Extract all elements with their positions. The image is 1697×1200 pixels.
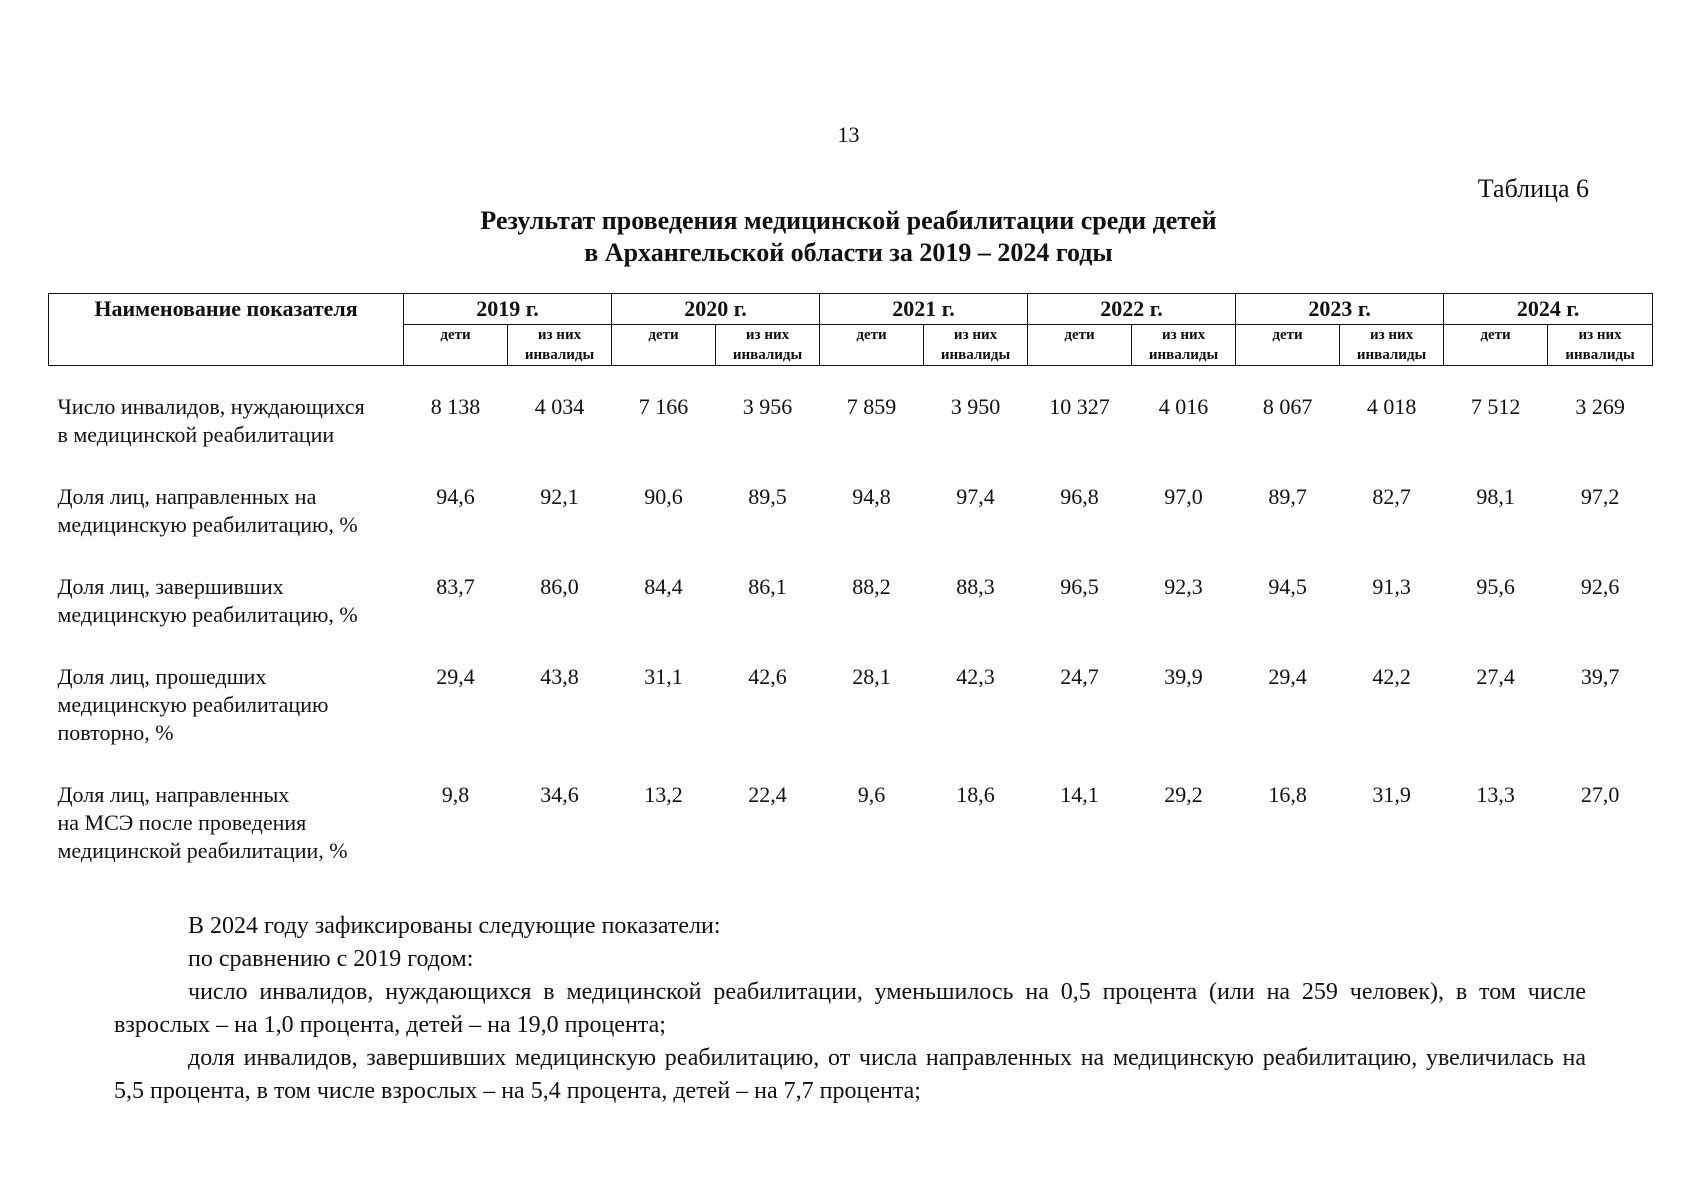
children-value-cell: 88,2	[852, 574, 891, 599]
disabled-value-cell: 97,4	[956, 484, 995, 509]
indicator-label-line: Доля лиц, направленных на	[57, 484, 317, 509]
children-value-cell: 90,6	[644, 484, 683, 509]
children-value-cell: 14,1	[1060, 782, 1099, 807]
disabled-subheader: из них инвалиды	[1548, 325, 1653, 366]
document-title	[0, 205, 1697, 269]
children-subheader: дети	[820, 325, 924, 366]
disabled-value-cell: 39,7	[1580, 664, 1620, 689]
disabled-value-cell: 39,9	[1164, 664, 1203, 689]
children-value-cell: 94,8	[852, 484, 891, 509]
disabled-value-cell: 92,6	[1580, 574, 1620, 599]
children-value-cell: 29,4	[1268, 664, 1307, 689]
children-value-cell: 84,4	[644, 574, 683, 599]
indicator-label-line: медицинскую реабилитацию	[57, 692, 329, 717]
children-value-cell: 98,1	[1476, 484, 1515, 509]
children-value-cell: 24,7	[1060, 664, 1099, 689]
indicator-label-line: медицинскую реабилитацию, %	[57, 602, 358, 627]
disabled-value-cell: 22,4	[748, 782, 787, 807]
year-header: 2021 г.	[820, 294, 1028, 325]
children-value-cell: 10 327	[1049, 394, 1110, 419]
indicator-label-line: Число инвалидов, нуждающихся	[57, 394, 365, 419]
children-value-cell: 13,2	[644, 782, 683, 807]
table-container	[48, 293, 1652, 899]
year-header: 2020 г.	[612, 294, 820, 325]
children-value-cell: 29,4	[436, 664, 475, 689]
indicator-label	[49, 573, 404, 663]
body-paragraph: число инвалидов, нуждающихся в медицинской реабилитации, уменьшилось на 0,5 процента (или на 259 человек), в том числе взрослых – на 1,0 процента, детей – на 19,0 процента;	[114, 979, 1586, 1038]
disabled-value-cell: 43,8	[540, 664, 579, 689]
children-value-cell: 94,6	[436, 484, 475, 509]
children-value-cell: 95,6	[1476, 574, 1515, 599]
table-row	[49, 663, 1653, 781]
disabled-value-cell: 42,6	[748, 664, 787, 689]
disabled-value-cell: 92,3	[1164, 574, 1203, 599]
disabled-value-cell: 34,6	[540, 782, 579, 807]
indicator-label-line: Доля лиц, завершивших	[57, 574, 284, 599]
page-number: 13	[837, 122, 860, 147]
indicator-label-line: повторно, %	[57, 720, 174, 745]
disabled-value-cell: 4 018	[1366, 394, 1417, 419]
children-value-cell: 27,4	[1476, 664, 1515, 689]
children-subheader: дети	[404, 325, 508, 366]
indicator-label-line: медицинской реабилитации, %	[57, 838, 348, 863]
disabled-value-cell: 3 950	[950, 394, 1001, 419]
indicator-label	[49, 393, 404, 483]
body-paragraph: по сравнению с 2019 годом:	[188, 946, 474, 972]
spacer-cell	[49, 366, 1653, 394]
children-value-cell: 94,5	[1268, 574, 1307, 599]
title-line-2: в Архангельской области за 2019 – 2024 годы	[584, 238, 1113, 267]
year-header: 2024 г.	[1444, 294, 1653, 325]
disabled-value-cell: 91,3	[1372, 574, 1411, 599]
disabled-subheader: из них инвалиды	[1132, 325, 1236, 366]
children-value-cell: 7 166	[638, 394, 689, 419]
table-body	[49, 366, 1653, 900]
rehabilitation-table	[48, 293, 1653, 899]
disabled-value-cell: 18,6	[956, 782, 995, 807]
children-subheader: дети	[1028, 325, 1132, 366]
children-value-cell: 96,5	[1060, 574, 1099, 599]
indicator-label-line: на МСЭ после проведения	[57, 810, 307, 835]
disabled-value-cell: 89,5	[748, 484, 787, 509]
disabled-value-cell: 29,2	[1164, 782, 1203, 807]
disabled-subheader: из них инвалиды	[508, 325, 612, 366]
children-value-cell: 96,8	[1060, 484, 1099, 509]
body-paragraph: В 2024 году зафиксированы следующие показатели:	[188, 913, 721, 939]
indicator-label	[49, 663, 404, 781]
disabled-value-cell: 97,2	[1580, 484, 1620, 509]
indicator-label-line: Доля лиц, направленных	[57, 782, 290, 807]
year-header-row	[49, 294, 1653, 325]
disabled-value-cell: 27,0	[1580, 782, 1620, 807]
indicator-label-line: медицинскую реабилитацию, %	[57, 512, 358, 537]
indicator-label-line: Доля лиц, прошедших	[57, 664, 267, 689]
table-row	[49, 573, 1653, 663]
disabled-value-cell: 97,0	[1164, 484, 1203, 509]
disabled-value-cell: 4 016	[1158, 394, 1209, 419]
disabled-value-cell: 31,9	[1372, 782, 1411, 807]
body-text	[114, 910, 1586, 1108]
disabled-value-cell: 86,1	[748, 574, 787, 599]
disabled-subheader: из них инвалиды	[924, 325, 1028, 366]
indicator-label-line: в медицинской реабилитации	[57, 422, 335, 447]
year-header: 2019 г.	[404, 294, 612, 325]
children-value-cell: 8 067	[1262, 394, 1313, 419]
children-subheader: дети	[1444, 325, 1548, 366]
children-value-cell: 28,1	[852, 664, 891, 689]
children-value-cell: 31,1	[644, 664, 683, 689]
year-header: 2022 г.	[1028, 294, 1236, 325]
children-subheader: дети	[1236, 325, 1340, 366]
children-value-cell: 9,8	[441, 782, 470, 807]
body-paragraph: доля инвалидов, завершивших медицинскую реабилитацию, от числа направленных на медицинскую реабилитацию, увеличилась на 5,5 процента, в том числе взрослых – на 5,4 процента, детей – на 7,7 процента;	[114, 1045, 1586, 1104]
title-line-1: Результат проведения медицинской реабилитации среди детей	[480, 206, 1217, 235]
disabled-value-cell: 4 034	[534, 394, 585, 419]
disabled-value-cell: 42,2	[1372, 664, 1411, 689]
spacer-row	[49, 366, 1653, 394]
children-value-cell: 89,7	[1268, 484, 1307, 509]
indicator-name-header: Наименование показателя	[49, 294, 404, 366]
indicator-label	[49, 483, 404, 573]
table-row	[49, 393, 1653, 483]
table-header	[49, 294, 1653, 366]
children-value-cell: 83,7	[436, 574, 475, 599]
disabled-value-cell: 82,7	[1372, 484, 1411, 509]
children-value-cell: 13,3	[1476, 782, 1515, 807]
children-value-cell: 8 138	[430, 394, 481, 419]
disabled-value-cell: 3 269	[1575, 394, 1625, 419]
disabled-value-cell: 42,3	[956, 664, 995, 689]
disabled-value-cell: 92,1	[540, 484, 579, 509]
children-value-cell: 16,8	[1268, 782, 1307, 807]
children-value-cell: 7 512	[1470, 394, 1521, 419]
table-row	[49, 781, 1653, 899]
disabled-value-cell: 86,0	[540, 574, 579, 599]
indicator-label	[49, 781, 404, 899]
disabled-subheader: из них инвалиды	[716, 325, 820, 366]
table-caption: Таблица 6	[1477, 174, 1589, 203]
disabled-value-cell: 88,3	[956, 574, 995, 599]
children-value-cell: 7 859	[846, 394, 897, 419]
children-subheader: дети	[612, 325, 716, 366]
year-header: 2023 г.	[1236, 294, 1444, 325]
children-value-cell: 9,6	[857, 782, 886, 807]
disabled-subheader: из них инвалиды	[1340, 325, 1444, 366]
table-row	[49, 483, 1653, 573]
disabled-value-cell: 3 956	[742, 394, 793, 419]
